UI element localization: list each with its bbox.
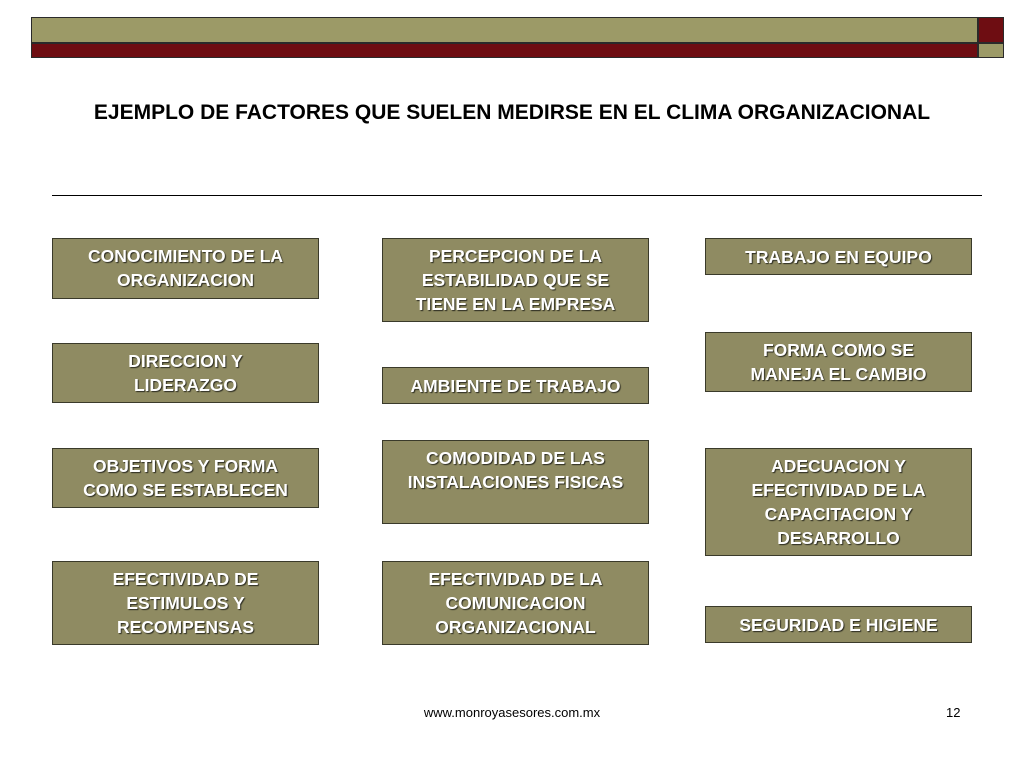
factor-estimulos-recompensas: EFECTIVIDAD DE ESTIMULOS Y RECOMPENSAS bbox=[52, 561, 319, 645]
header-square-olive bbox=[978, 43, 1004, 58]
factor-conocimiento-organizacion: CONOCIMIENTO DE LA ORGANIZACION bbox=[52, 238, 319, 299]
factor-manejo-cambio: FORMA COMO SE MANEJA EL CAMBIO bbox=[705, 332, 972, 392]
header-band-maroon bbox=[31, 43, 978, 58]
page-number: 12 bbox=[946, 705, 961, 720]
factor-comodidad-instalaciones: COMODIDAD DE LAS INSTALACIONES FISICAS bbox=[382, 440, 649, 524]
factor-comunicacion-organizacional: EFECTIVIDAD DE LA COMUNICACION ORGANIZACIONAL bbox=[382, 561, 649, 645]
footer-url: www.monroyasesores.com.mx bbox=[423, 705, 601, 720]
factor-capacitacion-desarrollo: ADECUACION Y EFECTIVIDAD DE LA CAPACITACION Y DESARROLLO bbox=[705, 448, 972, 556]
factor-percepcion-estabilidad: PERCEPCION DE LA ESTABILIDAD QUE SE TIENE EN LA EMPRESA bbox=[382, 238, 649, 322]
header-square-maroon bbox=[978, 17, 1004, 43]
header-band-olive bbox=[31, 17, 978, 43]
title-divider bbox=[52, 195, 982, 196]
slide-title: EJEMPLO DE FACTORES QUE SUELEN MEDIRSE EN EL CLIMA ORGANIZACIONAL bbox=[93, 101, 931, 124]
factor-objetivos: OBJETIVOS Y FORMA COMO SE ESTABLECEN bbox=[52, 448, 319, 508]
factor-direccion-liderazgo: DIRECCION Y LIDERAZGO bbox=[52, 343, 319, 403]
factor-seguridad-higiene: SEGURIDAD E HIGIENE bbox=[705, 606, 972, 643]
factor-trabajo-equipo: TRABAJO EN EQUIPO bbox=[705, 238, 972, 275]
factor-ambiente-trabajo: AMBIENTE DE TRABAJO bbox=[382, 367, 649, 404]
